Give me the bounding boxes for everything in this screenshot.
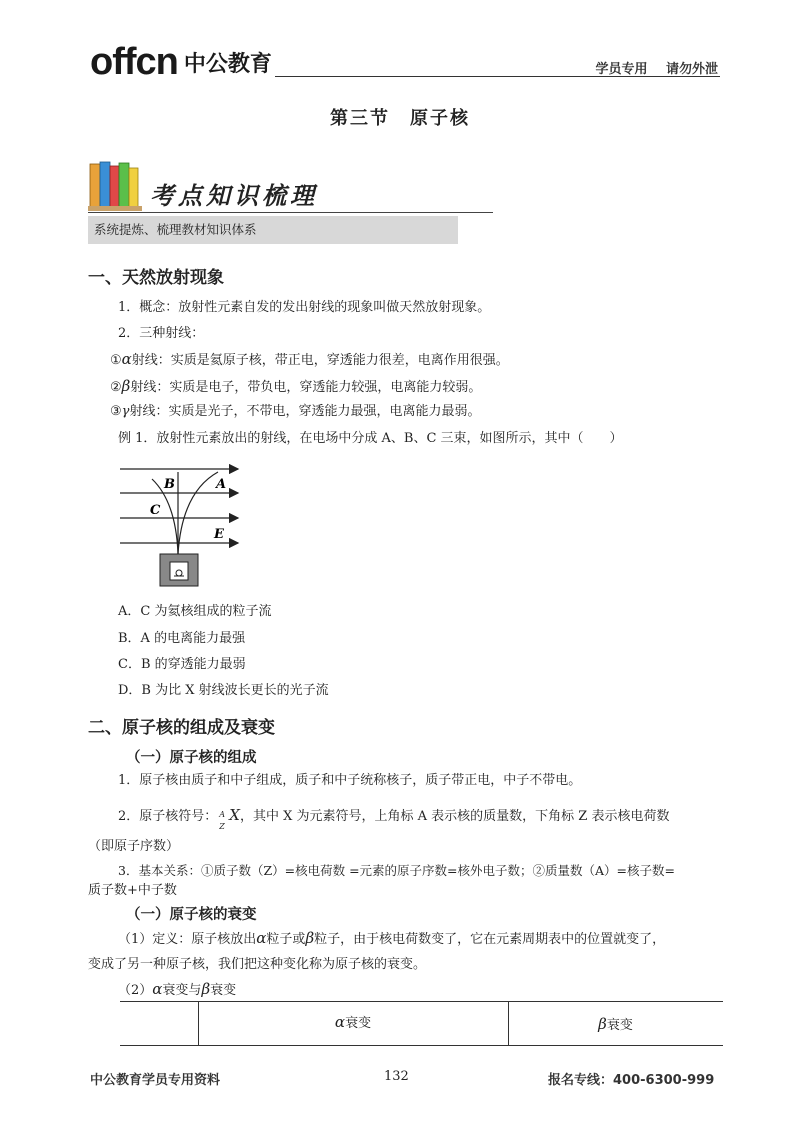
table-col-beta xyxy=(508,1014,723,1033)
nuclide-mass-number: A xyxy=(219,809,226,819)
beta-symbol: β xyxy=(121,377,131,395)
table-beta-symbol: β xyxy=(598,1015,607,1033)
section2-heading: 二、原子核的组成及衰变 xyxy=(88,718,275,738)
header-tag-students: 学员专用 xyxy=(595,62,648,77)
gamma-text: 射线：实质是光子，不带电，穿透能力最强，电离能力最弱。 xyxy=(129,404,481,419)
label-c: C xyxy=(150,503,161,518)
decay-types-line xyxy=(118,980,236,1000)
line2-prefix: 2．原子核符号： xyxy=(118,809,218,824)
item2-mid: 衰变与 xyxy=(162,983,202,998)
label-e: E xyxy=(214,527,224,542)
subsection-decay: （一）原子核的衰变 xyxy=(126,907,257,923)
gamma-symbol: γ xyxy=(121,404,130,419)
option-d: D．B 为比 X 射线波长更长的光子流 xyxy=(118,683,329,698)
beta-prefix: ② xyxy=(110,380,122,395)
logo-chinese: 中公教育 xyxy=(183,52,272,77)
gamma-ray-line xyxy=(110,403,480,421)
def-prefix: （1）定义：原子核放出 xyxy=(118,932,257,947)
gamma-prefix: ③ xyxy=(110,404,122,419)
example-question: 例 1．放射性元素放出的射线，在电场中分成 A、B、C 三束，如图所示，其中（ ） xyxy=(118,431,623,446)
basic-relation-line1: 3．基本关系：①质子数（Z）=核电荷数 =元素的原子序数=核外电子数；②质量数（A）=核子数= xyxy=(118,863,676,878)
nuclide-script xyxy=(217,807,229,831)
composition-line1: 1．原子核由质子和中子组成，质子和中子统称核子，质子带正电，中子不带电。 xyxy=(118,773,582,788)
header-tag-confidential: 请勿外泄 xyxy=(665,62,718,77)
header-tags xyxy=(581,58,718,77)
item2-prefix: （2） xyxy=(118,983,153,998)
table-col-alpha xyxy=(198,1012,508,1031)
label-b: B xyxy=(164,477,175,492)
table-alpha-text: 衰变 xyxy=(345,1016,372,1031)
alpha-symbol: α xyxy=(121,350,132,368)
nuclide-symbol: X xyxy=(229,806,240,824)
composition-line2 xyxy=(118,804,670,831)
def-alpha-symbol: α xyxy=(256,929,267,947)
page-number: 132 xyxy=(384,1069,409,1084)
beta-text: 射线：实质是电子，带负电，穿透能力较强，电离能力较弱。 xyxy=(130,380,482,395)
decay-definition-line1 xyxy=(118,929,665,949)
radiation-field-diagram xyxy=(110,462,245,592)
item2-suffix: 衰变 xyxy=(210,983,237,998)
option-c: C．B 的穿透能力最弱 xyxy=(118,657,246,672)
item2-alpha-symbol: α xyxy=(152,980,163,998)
subsection-composition: （一）原子核的组成 xyxy=(126,750,257,766)
page-title: 第三节 原子核 xyxy=(330,108,470,129)
alpha-ray-line xyxy=(110,350,509,370)
alpha-prefix: ① xyxy=(110,353,122,368)
decay-definition-line2: 变成了另一种原子核，我们把这种变化称为原子核的衰变。 xyxy=(88,957,427,972)
def-mid: 粒子或 xyxy=(266,932,306,947)
books-icon xyxy=(88,158,144,212)
beta-ray-line xyxy=(110,377,481,397)
section1-heading: 一、天然放射现象 xyxy=(88,268,224,288)
offcn-logo xyxy=(90,38,272,83)
footer-hotline: 报名专线：400-6300-999 xyxy=(548,1073,715,1088)
line2-suffix: ，其中 X 为元素符号，上角标 A 表示核的质量数，下角标 Z 表示核电荷数 xyxy=(239,809,670,824)
ray-path-a xyxy=(178,472,218,554)
option-b: B．A 的电离能力最强 xyxy=(118,631,246,646)
basic-relation-line2: 质子数+中子数 xyxy=(88,883,177,898)
def-suffix: 粒子，由于核电荷数变了，它在元素周期表中的位置就变了， xyxy=(314,932,666,947)
item2-beta-symbol: β xyxy=(201,980,211,998)
decay-table-header xyxy=(120,1001,723,1046)
three-rays-text: 2．三种射线： xyxy=(118,326,205,341)
nuclide-atomic-number: Z xyxy=(219,821,225,831)
table-alpha-symbol: α xyxy=(334,1013,346,1031)
banner-rule xyxy=(88,212,493,213)
footer-left: 中公教育学员专用资料 xyxy=(90,1073,221,1088)
label-a: A xyxy=(216,477,227,492)
alpha-text: 射线：实质是氦原子核，带正电，穿透能力很差，电离作用很强。 xyxy=(131,353,509,368)
logo-english: offcn xyxy=(90,41,178,83)
table-beta-text: 衰变 xyxy=(606,1018,633,1033)
concept-text: 1．概念：放射性元素自发的发出射线的现象叫做天然放射现象。 xyxy=(118,300,491,315)
banner-subtitle: 系统提炼、梳理教材知识体系 xyxy=(88,216,458,244)
option-a: A．C 为氦核组成的粒子流 xyxy=(118,604,272,619)
composition-line2-cont: （即原子序数） xyxy=(88,839,180,854)
banner-title: 考点知识梳理 xyxy=(150,181,318,210)
def-beta-symbol: β xyxy=(305,929,315,947)
